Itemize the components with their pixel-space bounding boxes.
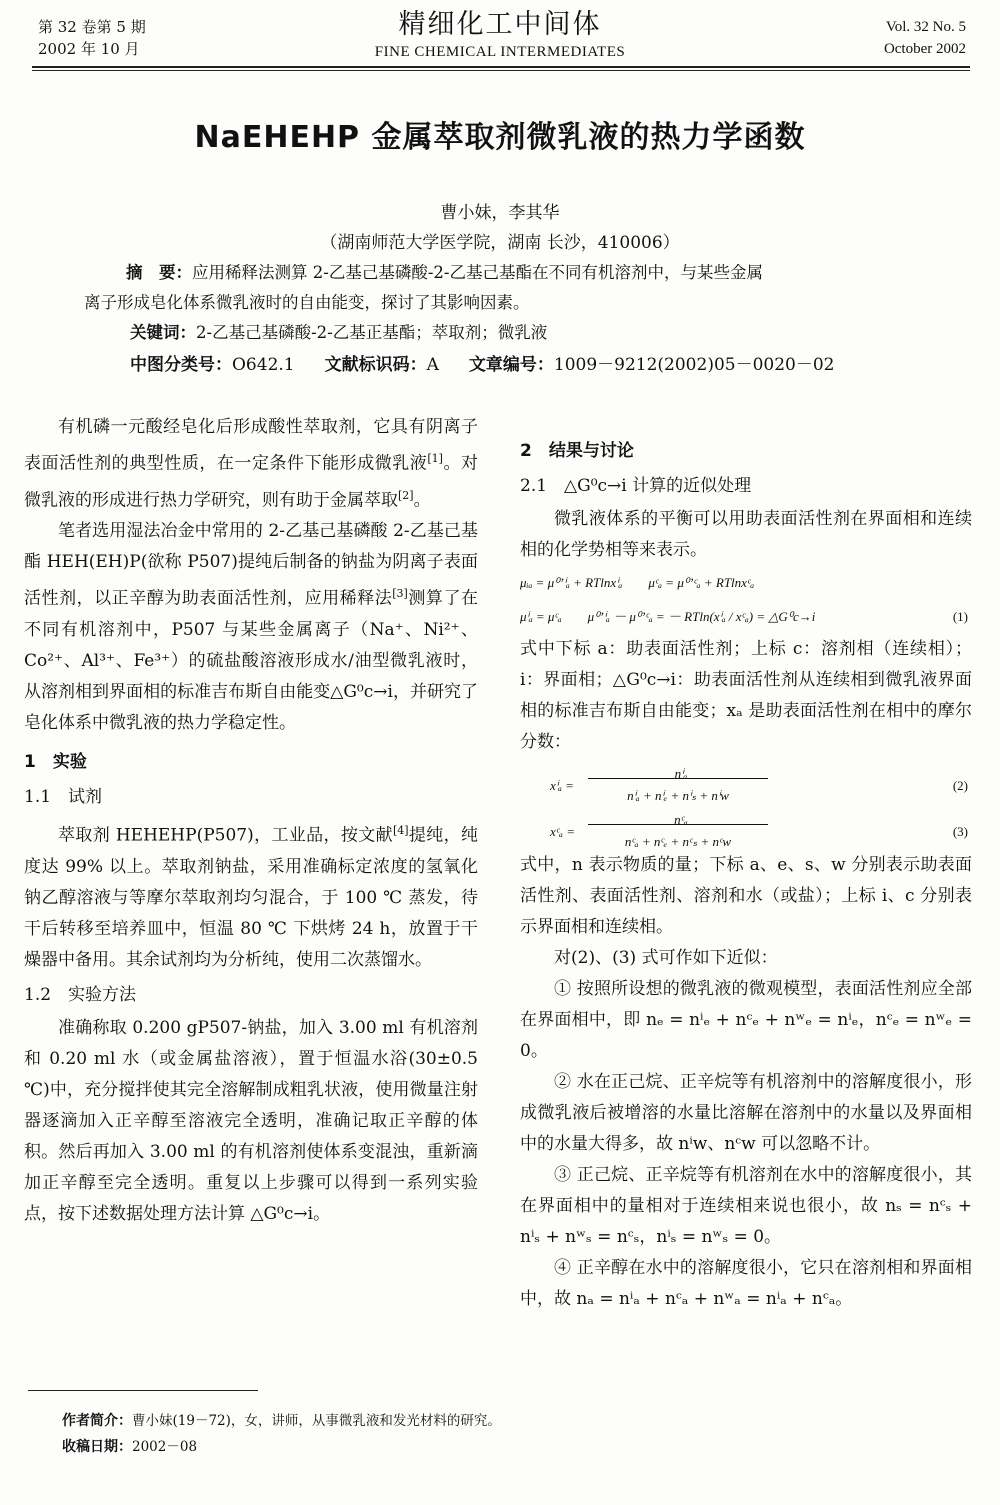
approximation-2: ② 水在正己烷、正辛烷等有机溶剂中的溶解度很小，形成微乳液后被增溶的水量比溶解在溶剂中的水量以及界面相中的水量大得多，故 nⁱw、nᶜw 可以忽略不计。 [520, 1072, 972, 1154]
subsection-heading: 2.1 △G⁰c→i 计算的近似处理 [520, 476, 752, 496]
abstract-label: 摘 要： [126, 263, 192, 282]
equation-number: (3) [952, 824, 968, 839]
equation-3: xᶜₐ = nᶜₐ nᶜₐ + nᶜₑ + nᶜₛ + nᶜw (3) [550, 812, 968, 849]
journal-title-cn: 精细化工中间体 [398, 9, 602, 40]
subsection-heading: 1.1 试剂 [24, 786, 103, 807]
article-number-label: 文章编号： [468, 355, 554, 375]
intro-paragraph-1: 有机磷一元酸经皂化后形成酸性萃取剂，它具有阴离子表面活性剂的典型性质，在一定条件下能形成微乳液[1]。对微乳液的形成进行热力学研究，则有助于金属萃取[2]。 [24, 417, 479, 511]
keywords-label: 关键词： [130, 323, 196, 342]
section-heading: 1 实验 [24, 751, 87, 772]
author-bio-text: 曹小妹(19－72)，女，讲师，从事微乳液和发光材料的研究。 [132, 1413, 501, 1429]
method-paragraph: 准确称取 0.200 gP507-钠盐，加入 3.00 ml 有机溶剂和 0.20 ml 水（或金属盐溶液），置于恒温水浴(30±0.5 ℃)中，充分搅拌使其完全溶解制成粗乳状液，使用微量注射器逐滴加入正辛醇至溶液完全透明，准确记取正辛醇的体积。然后再加入 3.00 ml 的有机溶剂使体系变混浊，重新滴加正辛醇至完全透明。重复以上步骤可以得到一系列实验点，按下述数据处理方法计算 △G⁰c→i。 [24, 1017, 478, 1224]
citation: [4] [392, 823, 409, 837]
header-left [38, 16, 146, 60]
header-rule-thin [32, 70, 970, 71]
approximation-3: ③ 正己烷、正辛烷等有机溶剂在水中的溶解度很小，其在界面相中的量相对于连续相来说也很小，故 nₛ = nᶜₛ + nⁱₛ + nʷₛ = nᶜₛ，nⁱₛ = nʷₛ = 0。 [520, 1165, 972, 1247]
affiliation: （湖南师范大学医学院，湖南 长沙，410006） [320, 233, 680, 253]
equation-number: (1) [952, 609, 968, 624]
subsection-heading: 1.2 实验方法 [24, 984, 137, 1005]
paper-title: NaEHEHP 金属萃取剂微乳液的热力学函数 [194, 120, 806, 155]
citation: [3] [392, 587, 408, 601]
volume-en: Vol. 32 No. 5 [885, 19, 966, 35]
approximation-1: ① 按照所设想的微乳液的微观模型，表面活性剂应全部在界面相中，即 nₑ = nⁱₑ + nᶜₑ + nʷₑ = nⁱₑ，nᶜₑ = nʷₑ = 0。 [520, 979, 972, 1061]
keywords-text: 2-乙基己基磷酸-2-乙基正基酯；萃取剂；微乳液 [196, 323, 548, 342]
received-date-text: 2002－08 [132, 1439, 198, 1455]
right-column [520, 428, 972, 1315]
date-cn: 2002 年 10 月 [38, 40, 140, 58]
citation: [2] [398, 488, 414, 502]
header-center [300, 8, 700, 62]
equation-2: xⁱₐ = nⁱₐ nⁱₐ + nⁱₑ + nⁱₛ + nⁱw (2) [550, 766, 968, 803]
abstract-text-2: 离子形成皂化体系微乳液时的自由能变，探讨了其影响因素。 [84, 293, 530, 312]
equation-chemical-potential: μᵢₐ = μ⁰ʼⁱₐ + RTlnxⁱₐ μᶜₐ = μ⁰ʼᶜₐ + RTlnxᶜₐ [520, 575, 755, 590]
definition-paragraph: 式中下标 a：助表面活性剂；上标 c：溶剂相（连续相）；i：界面相；△G⁰c→i：助表面活性剂从连续相到微乳液界面相的标准吉布斯自由能变；xₐ 是助表面活性剂在相中的摩尔分数： [520, 639, 972, 752]
author-bio-label: 作者简介： [62, 1413, 132, 1429]
date-en: October 2002 [883, 41, 966, 57]
section-heading: 2 结果与讨论 [520, 441, 634, 461]
clc-label: 中图分类号： [130, 355, 232, 375]
doc-code-value: A [426, 355, 439, 375]
equation-1: μⁱₐ = μᶜₐ μ⁰ʼⁱₐ － μ⁰ʼᶜₐ = － RTln(xⁱₐ / xᶜₐ) = △G⁰c→i (1) [520, 600, 972, 634]
abstract-text-1: 应用稀释法测算 2-乙基己基磷酸-2-乙基己基酯在不同有机溶剂中，与某些金属 [192, 263, 763, 282]
clc-value: O642.1 [232, 355, 295, 375]
doc-code-label: 文献标识码： [324, 355, 427, 375]
volume-cn: 第 32 卷第 5 期 [38, 18, 146, 36]
received-date-label: 收稿日期： [62, 1439, 132, 1455]
keywords [130, 318, 980, 348]
equation-number: (2) [952, 778, 968, 793]
classification [130, 350, 980, 380]
header-right [884, 16, 966, 60]
footnote-rule [28, 1390, 258, 1391]
journal-title-en: FINE CHEMICAL INTERMEDIATES [374, 44, 626, 60]
approximation-intro: 对(2)、(3) 式可作如下近似： [554, 948, 778, 968]
reagents-paragraph: 萃取剂 HEHEHP(P507)，工业品，按文献[4]提纯，纯度达 99% 以上。萃取剂钠盐，采用准确标定浓度的氢氧化钠乙醇溶液与等摩尔萃取剂均匀混合，于 100 ℃ 蒸发，待干后转移至培养皿中，恒温 80 ℃ 下烘烤 24 h，放置于干燥器中备用。其余试剂均为分析纯，使用二次蒸馏水。 [24, 823, 478, 970]
footnote [62, 1408, 501, 1460]
abstract [84, 258, 934, 318]
equilibrium-paragraph: 微乳液体系的平衡可以用助表面活性剂在界面相和连续相的化学势相等来表示。 [520, 509, 972, 560]
article-number-value: 1009－9212(2002)05－0020－02 [553, 355, 835, 375]
citation: [1] [427, 452, 443, 465]
header-rule [32, 66, 970, 68]
intro-paragraph-2: 笔者选用湿法冶金中常用的 2-乙基己基磷酸 2-乙基己基酯 HEH(EH)P(欲称 P507)提纯后制备的钠盐为阴离子表面活性剂，以正辛醇为助表面活性剂，应用稀释法[3]测算了在不同有机溶剂中，P507 与某些金属离子（Na⁺、Ni²⁺、Co²⁺、Al³⁺、Fe³⁺）的硫盐酸溶液形成水/油型微乳液时，从溶剂相到界面相的标准吉布斯自由能变△G⁰c→i，并研究了皂化体系中微乳液的热力学稳定性。 [24, 521, 479, 733]
symbols-paragraph: 式中，n 表示物质的量；下标 a、e、s、w 分别表示助表面活性剂、表面活性剂、溶剂和水（或盐）；上标 i、c 分别表示界面相和连续相。 [520, 855, 972, 937]
approximation-4: ④ 正辛醇在水中的溶解度很小，它只在溶剂相和界面相中，故 nₐ = nⁱₐ + nᶜₐ + nʷₐ = nⁱₐ + nᶜₐ。 [520, 1258, 972, 1309]
authors: 曹小妹，李其华 [440, 203, 560, 223]
left-column [24, 412, 478, 1230]
